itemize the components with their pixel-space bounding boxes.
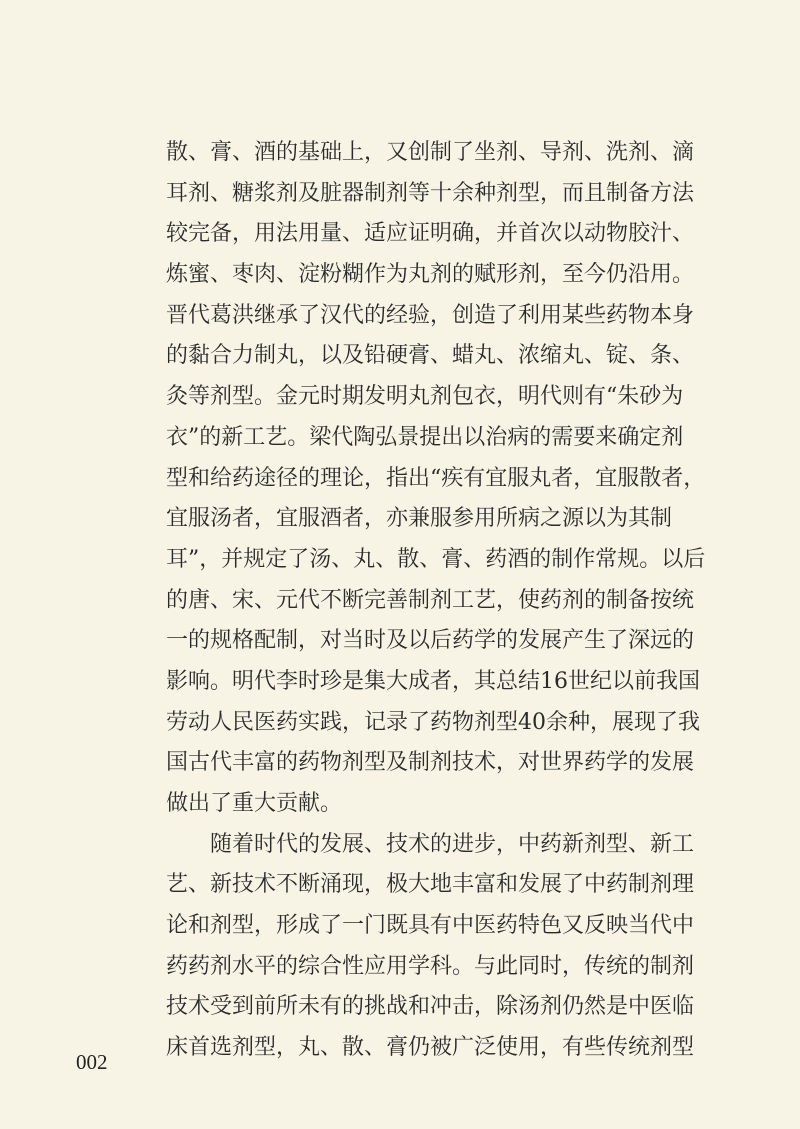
text-line: 衣”的新工艺。梁代陶弘景提出以治病的需要来确定剂 [166,424,684,450]
paragraph-1 [166,133,706,825]
text-line: 技术受到前所未有的挑战和冲击，除汤剂仍然是中医临 [166,994,695,1020]
text-line: 炼蜜、枣肉、淀粉糊作为丸剂的赋形剂，至今仍沿用。 [166,262,695,288]
text-line: 艺、新技术不断涌现，极大地丰富和发展了中药制剂理 [166,872,695,898]
text-line: 药药剂水平的综合性应用学科。与此同时，传统的制剂 [166,953,695,979]
text-line: 影响。明代李时珍是集大成者，其总结16世纪以前我国 [166,668,700,694]
text-line: 床首选剂型，丸、散、膏仍被广泛使用，有些传统剂型 [166,1035,695,1061]
text-line: 宜服汤者，宜服酒者，亦兼服参用所病之源以为其制 [166,506,673,532]
text-line: 耳”，并规定了汤、丸、散、膏、药酒的制作常规。以后 [166,546,706,572]
text-line: 论和剂型，形成了一门既具有中医药特色又反映当代中 [166,913,695,939]
text-line: 较完备，用法用量、适应证明确，并首次以动物胶汁、 [166,221,695,247]
body-text [166,133,706,1069]
text-line: 散、膏、酒的基础上，又创制了坐剂、导剂、洗剂、滴 [166,140,695,165]
text-line: 的唐、宋、元代不断完善制剂工艺，使药剂的制备按统 [166,587,695,613]
text-line: 灸等剂型。金元时期发明丸剂包衣，明代则有“朱砂为 [166,384,684,410]
text-line: 劳动人民医药实践，记录了药物剂型40余种，展现了我 [166,709,700,735]
text-line: 晋代葛洪继承了汉代的经验，创造了利用某些药物本身 [166,302,695,328]
text-line: 型和给药途径的理论，指出“疾有宜服丸者，宜服散者， [166,465,706,491]
text-line: 的黏合力制丸，以及铅硬膏、蜡丸、浓缩丸、锭、条、 [166,343,695,369]
text-line: 随着时代的发展、技术的进步，中药新剂型、新工 [210,831,695,857]
text-line: 国古代丰富的药物剂型及制剂技术，对世界药学的发展 [166,750,695,776]
text-line: 做出了重大贡献。 [166,791,343,816]
paragraph-2 [166,825,695,1069]
text-line: 一的规格配制，对当时及以后药学的发展产生了深远的 [166,628,695,654]
text-line: 耳剂、糖浆剂及脏器制剂等十余种剂型，而且制备方法 [166,180,695,206]
page-number: 002 [76,1050,108,1074]
